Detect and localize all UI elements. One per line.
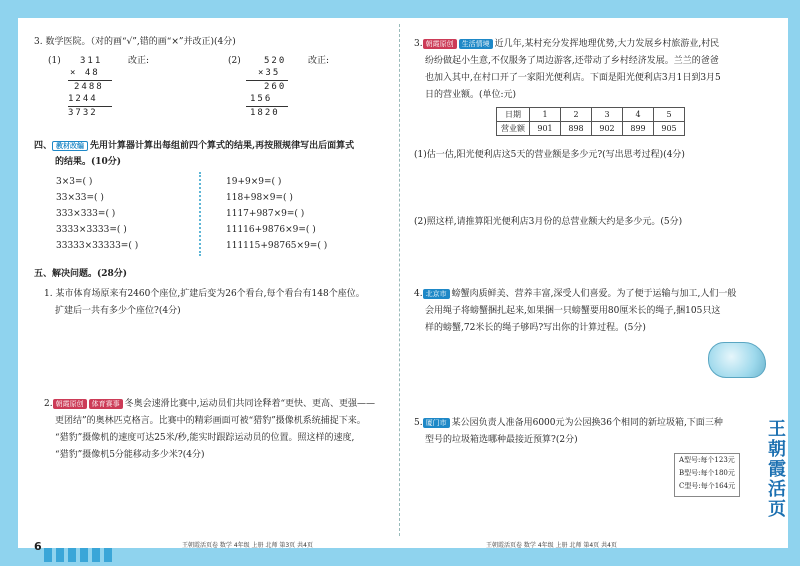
price-b: B型号:每个180元 <box>679 469 735 477</box>
r3-line-2: 纷纷做起小生意,不仅服务了周边游客,还带动了乡村经济发展。兰兰的爸爸 <box>425 56 719 66</box>
r3-line-4: 日的营业额。(单位:元) <box>425 90 517 100</box>
r5-line-1 <box>414 417 723 429</box>
table-cell: 3 <box>592 108 623 122</box>
table-cell: 营业额 <box>497 122 530 136</box>
r5-tag-city: 厦门市 <box>423 418 450 428</box>
q3-a-label: (1) <box>48 56 61 66</box>
price-list-box <box>674 453 740 497</box>
r3-sub-2: (2)照这样,请推算阳光便利店3月份的总营业额大约是多少元。(5分) <box>414 217 683 227</box>
q4-number: 四、 <box>34 141 53 151</box>
r4-number: 4. <box>414 289 423 299</box>
q4-left-5: 33333×33333=( ) <box>56 241 139 251</box>
q5-p2-line-2: 更团结”的奥林匹克格言。比赛中的精彩画面可被“猎豹”摄像机系统捕捉下来。 <box>55 416 366 426</box>
brand-logo-text: 王朝霞活页 <box>768 419 786 520</box>
r4-line-3: 样的螃蟹,72米长的绳子够吗?写出你的计算过程。(5分) <box>425 323 646 333</box>
table-cell: 898 <box>561 122 592 136</box>
q3-a-line-4: 1244 <box>68 94 98 104</box>
r4-text-1: 螃蟹肉质鲜美、营养丰富,深受人们喜爱。为了便于运输与加工,人们一般 <box>451 289 737 299</box>
r5-number: 5. <box>414 418 423 428</box>
footer-decoration-bars <box>44 548 114 562</box>
sales-table <box>496 107 685 136</box>
table-cell: 901 <box>530 122 561 136</box>
sales-table-row-dates <box>497 108 685 122</box>
q3-b-line-4: 156 <box>250 94 273 104</box>
r4-line-1 <box>414 288 736 300</box>
r3-sub-1: (1)估一估,阳光便利店这5天的营业额是多少元?(写出思考过程)(4分) <box>414 150 685 160</box>
footer-left-text: 王朝霞活页卷 数学 4年级 上册 北师 第3页 共4页 <box>182 542 313 549</box>
q5-p2-tag-original: 朝霞原创 <box>53 399 87 409</box>
q4-dotted-separator <box>199 172 201 256</box>
r3-text-1: 近几年,某村充分发挥地理优势,大力发展乡村旅游业,村民 <box>494 39 720 49</box>
worksheet-paper <box>18 18 788 548</box>
q3-a-line-5: 3732 <box>68 108 98 118</box>
q4-right-5: 111115+98765×9=( ) <box>226 241 328 251</box>
q5-p2-text-1: 冬奥会速滑比赛中,运动员们共同诠释着“更快、更高、更强—— <box>124 399 376 409</box>
r3-number: 3. <box>414 39 423 49</box>
q4-left-1: 3×3=( ) <box>56 177 93 187</box>
q5-p2-line-1 <box>44 398 375 410</box>
q3-left-title: 3. 数学医院。（对的画“√”,错的画“×”并改正)(4分) <box>34 37 236 47</box>
table-cell: 902 <box>592 122 623 136</box>
q4-right-4: 11116+9876×9=( ) <box>226 225 316 235</box>
q4-right-1: 19+9×9=( ) <box>226 177 282 187</box>
q3-a-line-3: 2488 <box>74 82 104 92</box>
q3-b-label: (2) <box>228 56 241 66</box>
r3-tag-original: 朝霞原创 <box>423 39 457 49</box>
sales-table-row-revenue <box>497 122 685 136</box>
q5-p2-tag-sports: 体育赛事 <box>89 399 123 409</box>
r5-text-1: 某公园负责人准备用6000元为公园换36个相同的新垃圾箱,下面三种 <box>451 418 723 428</box>
page-number: 6 <box>34 540 42 553</box>
q4-text-2: 的结果。(10分) <box>55 157 122 167</box>
table-cell: 5 <box>654 108 685 122</box>
q5-heading: 五、解决问题。(28分) <box>34 269 128 279</box>
q3-a-fix-label: 改正: <box>128 56 150 66</box>
q4-text-1: 先用计算器计算出每组前四个算式的结果,再按照规律写出后面算式 <box>90 141 355 151</box>
q3-b-line-1: 520 <box>264 56 287 66</box>
r4-line-2: 会用绳子将螃蟹捆扎起来,如果捆一只螃蟹要用80厘米长的绳子,捆105只这 <box>425 306 721 316</box>
r3-tag-life: 生活情境 <box>459 39 493 49</box>
q4-left-3: 333×333=( ) <box>56 209 116 219</box>
q4-right-3: 1117+987×9=( ) <box>226 209 305 219</box>
q4-tag: 教材改编 <box>52 141 88 151</box>
r3-line-1 <box>414 38 719 50</box>
q5-p1-line-2: 扩建后一共有多少个座位?(4分) <box>55 306 181 316</box>
q4-left-2: 33×33=( ) <box>56 193 104 203</box>
r5-line-2: 型号的垃圾箱选哪种最接近预算?(2分) <box>425 435 578 445</box>
q3-a-line-2: × 48 <box>70 68 100 78</box>
q5-p2-number: 2. <box>44 399 53 409</box>
q5-p2-line-4: “猎豹”摄像机5分能移动多少米?(4分) <box>55 450 205 460</box>
q5-p2-line-3: “猎豹”摄像机的速度可达25米/秒,能实时跟踪运动员的位置。照这样的速度, <box>55 433 355 443</box>
crab-illustration <box>708 342 766 378</box>
q3-b-line-2: ×35 <box>258 68 281 78</box>
q4-left-4: 3333×3333=( ) <box>56 225 127 235</box>
table-cell: 2 <box>561 108 592 122</box>
table-cell: 日期 <box>497 108 530 122</box>
q3-b-fix-label: 改正: <box>308 56 330 66</box>
page-divider <box>399 24 400 536</box>
table-cell: 905 <box>654 122 685 136</box>
r4-tag-city: 北京市 <box>423 289 450 299</box>
q4-right-2: 118+98×9=( ) <box>226 193 293 203</box>
price-a: A型号:每个123元 <box>679 456 735 464</box>
r3-line-3: 也加入其中,在村口开了一家阳光便利店。下面是阳光便利店3月1日到3月5 <box>425 73 721 83</box>
q3-a-line-1: 311 <box>80 56 103 66</box>
table-cell: 899 <box>623 122 654 136</box>
table-cell: 4 <box>623 108 654 122</box>
q3-b-line-5: 1820 <box>250 108 280 118</box>
footer-right-text: 王朝霞活页卷 数学 4年级 上册 北师 第4页 共4页 <box>486 542 617 549</box>
q5-p1-line-1: 1. 某市体育场原来有2460个座位,扩建后变为26个看台,每个看台有148个座位。 <box>44 289 365 299</box>
price-c: C型号:每个164元 <box>679 482 736 490</box>
table-cell: 1 <box>530 108 561 122</box>
q4-heading <box>34 140 354 152</box>
q3-b-line-3: 260 <box>264 82 287 92</box>
